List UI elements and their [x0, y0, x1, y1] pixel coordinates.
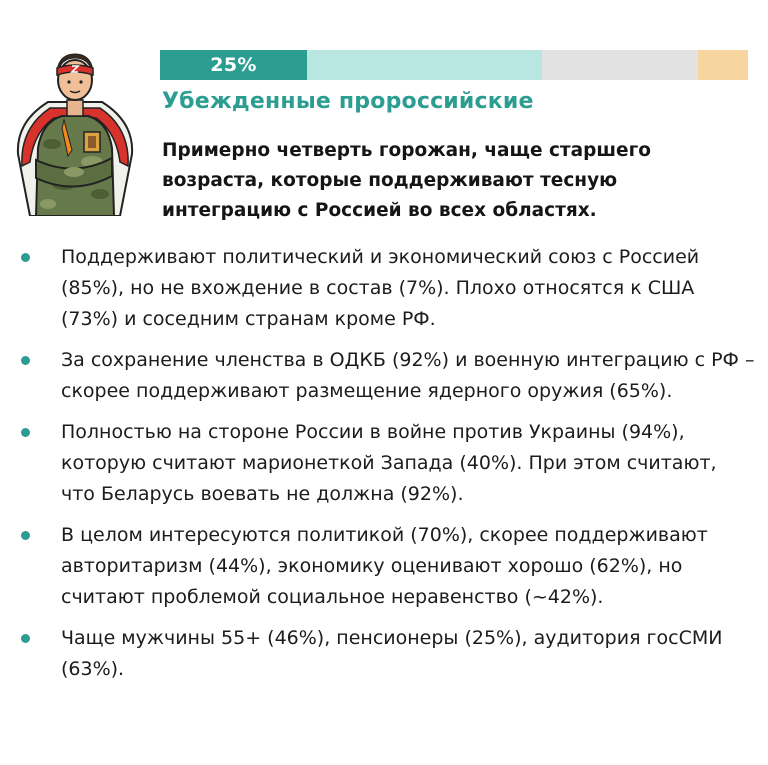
segment-convinced-pro-russian: [160, 50, 307, 80]
group-title: Убежденные пророссийские: [162, 89, 534, 114]
list-item-text: За сохранение членства в ОДКБ (92%) и военную интеграцию с РФ – скорее поддерживают размещение ядерного оружия (65%).: [61, 349, 755, 402]
findings-list: [0, 242, 768, 695]
bullet-dot-icon: [21, 531, 30, 540]
list-item: [0, 242, 768, 335]
share-segment-bar: [160, 50, 748, 80]
bullet-dot-icon: [21, 253, 30, 262]
list-item: [0, 345, 768, 407]
segment-fourth: [698, 50, 748, 80]
list-item-text: Чаще мужчины 55+ (46%), пенсионеры (25%), аудитория госСМИ (63%).: [61, 627, 723, 680]
segment-share-label: 25%: [210, 54, 257, 76]
list-item-text: В целом интересуются политикой (70%), скорее поддерживают авторитаризм (44%), экономику оценивают хорошо (62%), но считают проблемой социальное неравенство (~42%).: [61, 524, 708, 608]
bullet-dot-icon: [21, 428, 30, 437]
list-item: [0, 623, 768, 685]
uniformed-man-illustration: [12, 44, 138, 216]
bullet-dot-icon: [21, 356, 30, 365]
group-summary: Примерно четверть горожан, чаще старшего возраста, которые поддерживают тесную интеграцию с Россией во всех областях.: [162, 140, 651, 221]
uniformed-man-with-flag-icon: [12, 44, 138, 216]
list-item: [0, 417, 768, 510]
segment-second: [307, 50, 542, 80]
segment-third: [542, 50, 698, 80]
list-item: [0, 520, 768, 613]
list-item-text: Полностью на стороне России в войне против Украины (94%), которую считают марионеткой Запада (40%). При этом считают, что Беларусь воевать не должна (92%).: [61, 421, 717, 505]
bullet-dot-icon: [21, 634, 30, 643]
list-item-text: Поддерживают политический и экономический союз с Россией (85%), но не вхождение в состав (7%). Плохо относятся к США (73%) и соседним странам кроме РФ.: [61, 246, 700, 330]
